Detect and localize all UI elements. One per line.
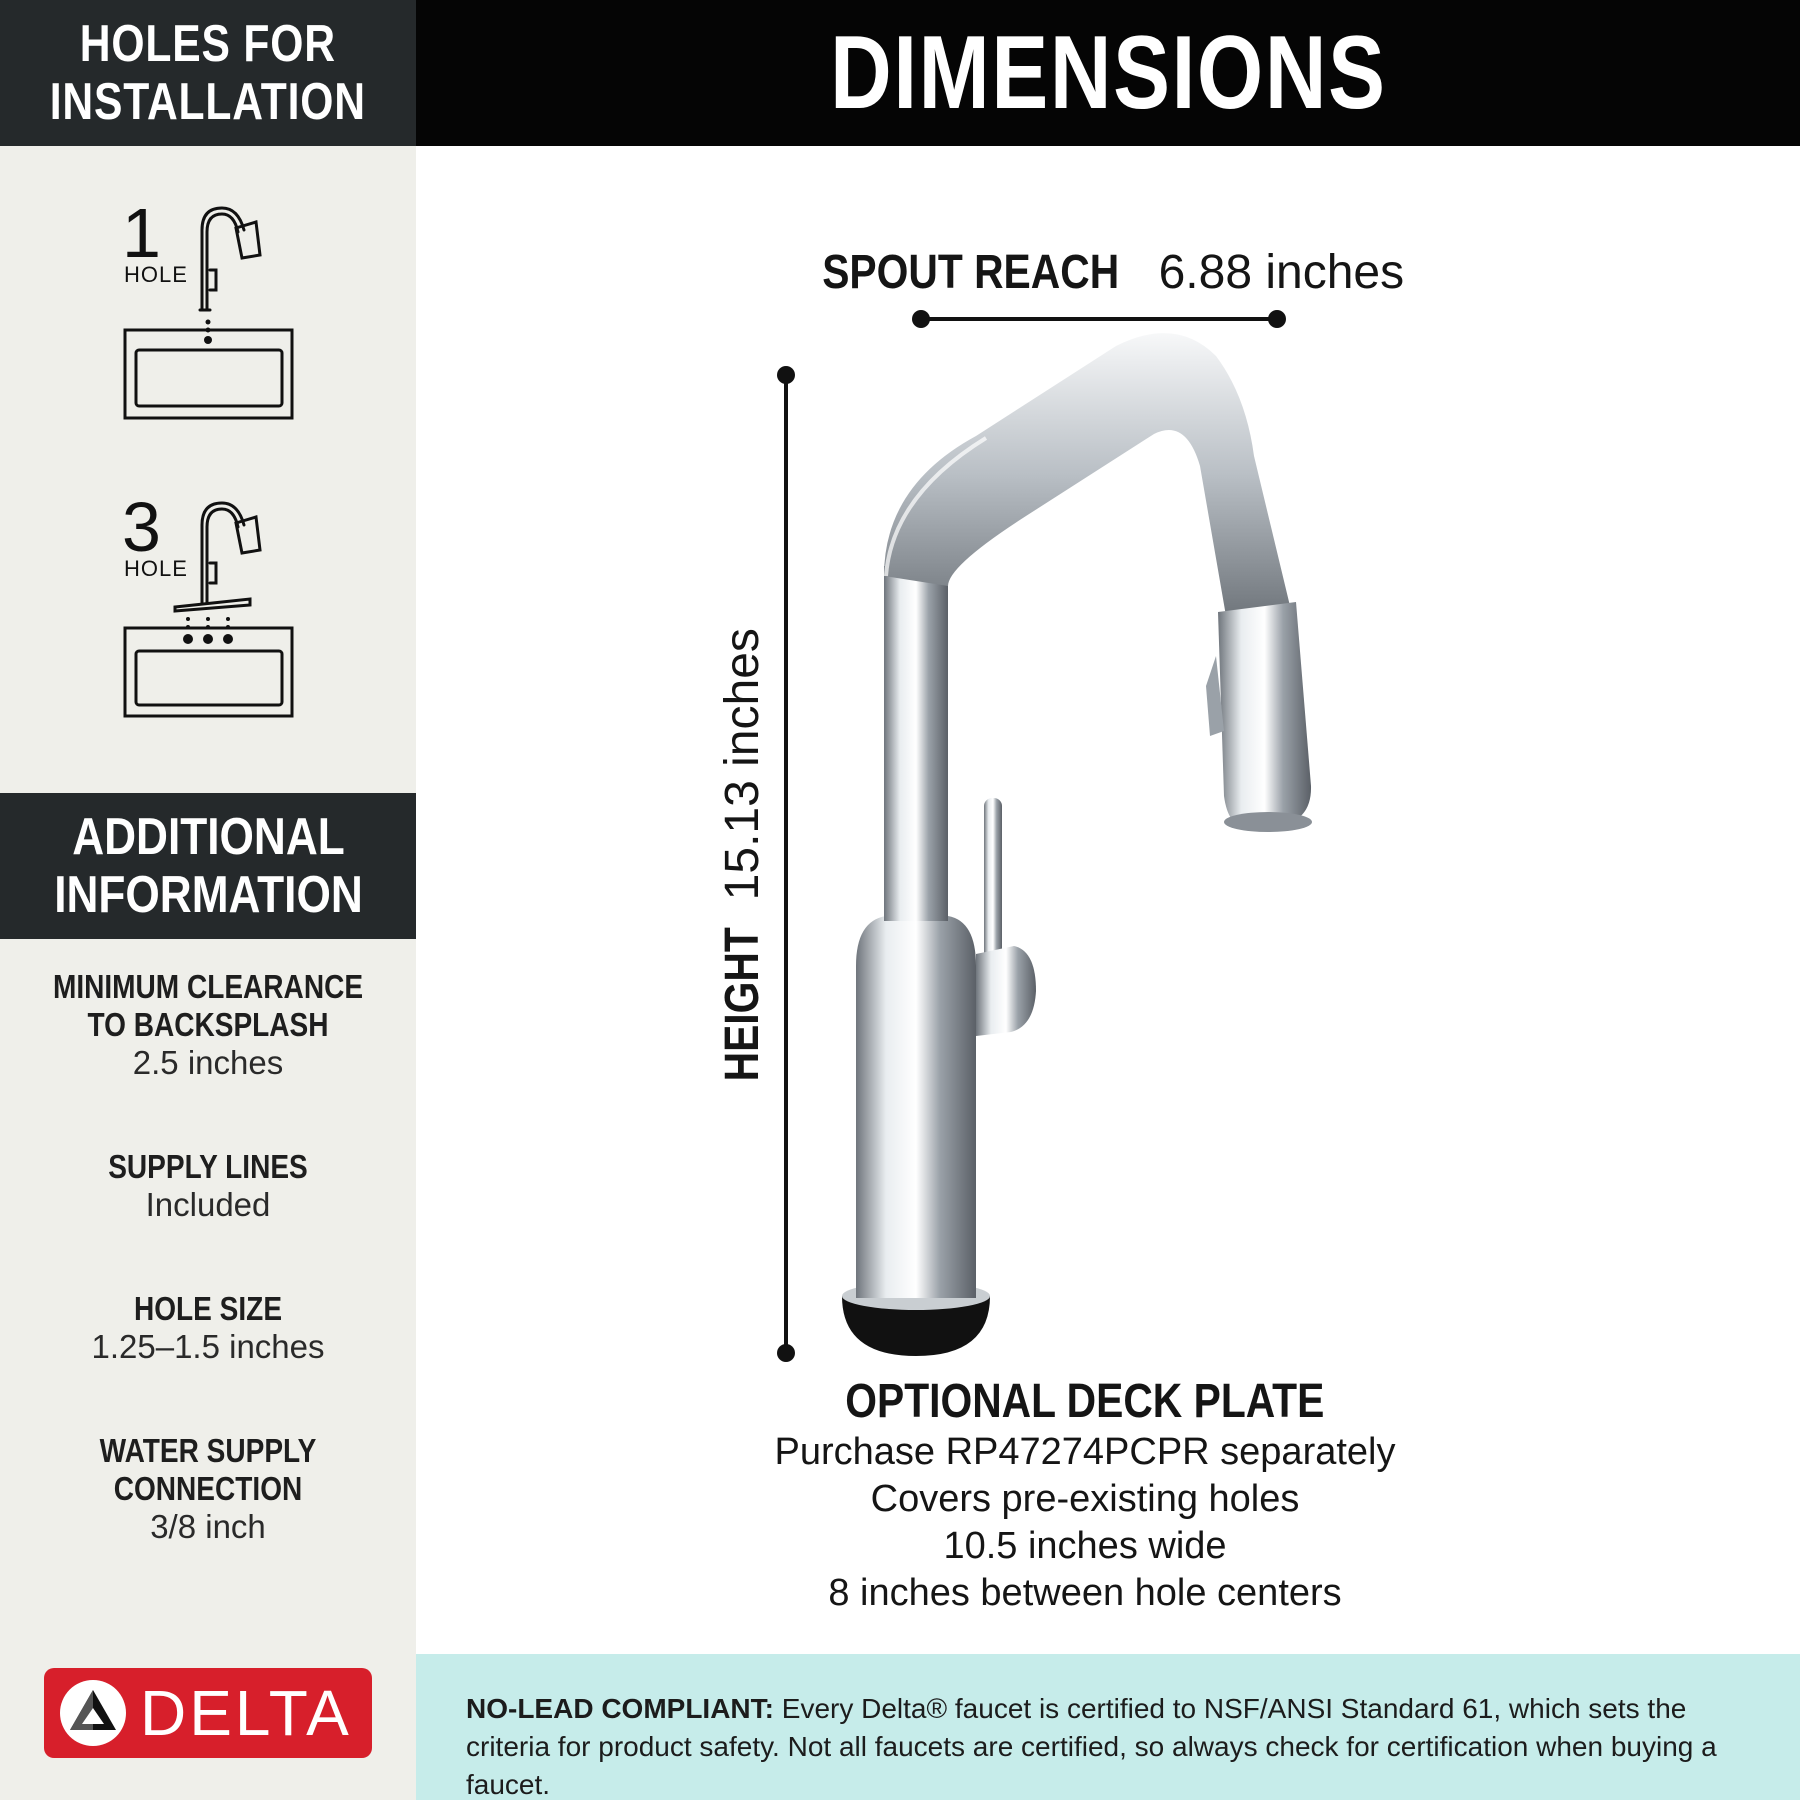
- deck-plate-line: Covers pre-existing holes: [870, 1478, 1300, 1520]
- additional-title-line2: INFORMATION: [53, 866, 363, 924]
- info-label: MINIMUM CLEARANCE: [52, 968, 364, 1005]
- faucet-1-hole-icon: [110, 194, 310, 425]
- footer-bold-label: NO-LEAD COMPLIANT:: [466, 1693, 774, 1724]
- info-label: WATER SUPPLY: [99, 1432, 317, 1469]
- footer-text: [466, 1690, 1766, 1804]
- no-lead-footer: [416, 1654, 1800, 1800]
- holes-title-line2: INSTALLATION: [49, 73, 367, 131]
- info-value: 1.25–1.5 inches: [91, 1328, 325, 1365]
- info-supply-lines: [0, 1148, 416, 1224]
- height-label: HEIGHT: [716, 927, 769, 1082]
- footer-body: Every Delta® faucet is certified to NSF/ANSI Standard 61, which sets the criteria for product safety. Not all faucets are certified, so always check for certification when buying a faucet.: [466, 1693, 1717, 1800]
- info-label: CONNECTION: [113, 1470, 303, 1507]
- deck-plate-line: 10.5 inches wide: [943, 1525, 1227, 1567]
- additional-information-heading: [0, 793, 416, 939]
- hole-1-number: 1: [122, 194, 161, 272]
- optional-deck-plate: [700, 1375, 1470, 1617]
- spout-reach-dimension-line: [912, 310, 1286, 328]
- height-dimension: [715, 628, 775, 1095]
- info-label: SUPPLY LINES: [108, 1148, 308, 1185]
- info-label: TO BACKSPLASH: [87, 1006, 329, 1043]
- info-label: HOLE SIZE: [133, 1290, 283, 1327]
- info-value: 2.5 inches: [132, 1044, 284, 1081]
- info-value: Included: [145, 1186, 271, 1223]
- deck-plate-line: Purchase RP47274PCPR separately: [774, 1431, 1396, 1473]
- spout-reach-value: 6.88 inches: [1158, 246, 1405, 299]
- info-hole-size: [0, 1290, 416, 1366]
- faucet-image: [842, 333, 1312, 1356]
- hole-1-label: HOLE: [124, 262, 188, 287]
- hole-3-number: 3: [122, 488, 161, 566]
- deck-plate-line: 8 inches between hole centers: [828, 1572, 1342, 1614]
- faucet-3-hole-icon: [110, 495, 310, 720]
- hole-3-label: HOLE: [124, 556, 188, 581]
- holes-for-installation-heading: [0, 0, 416, 146]
- dimensions-title: DIMENSIONS: [829, 14, 1387, 131]
- holes-title-line1: HOLES FOR: [79, 15, 337, 73]
- delta-logo: [44, 1668, 372, 1758]
- additional-title-line1: ADDITIONAL: [71, 808, 345, 866]
- info-value: 3/8 inch: [150, 1508, 266, 1545]
- delta-logo-text: DELTA: [140, 1677, 352, 1749]
- delta-logo-icon: [58, 1678, 128, 1748]
- dimensions-heading: [416, 0, 1800, 146]
- spout-reach-label: SPOUT REACH: [822, 246, 1120, 299]
- height-dimension-line: [777, 366, 795, 1362]
- info-min-clearance: [0, 968, 416, 1082]
- height-value: 15.13 inches: [716, 628, 769, 901]
- info-water-supply: [0, 1432, 416, 1546]
- deck-plate-title: OPTIONAL DECK PLATE: [845, 1375, 1325, 1428]
